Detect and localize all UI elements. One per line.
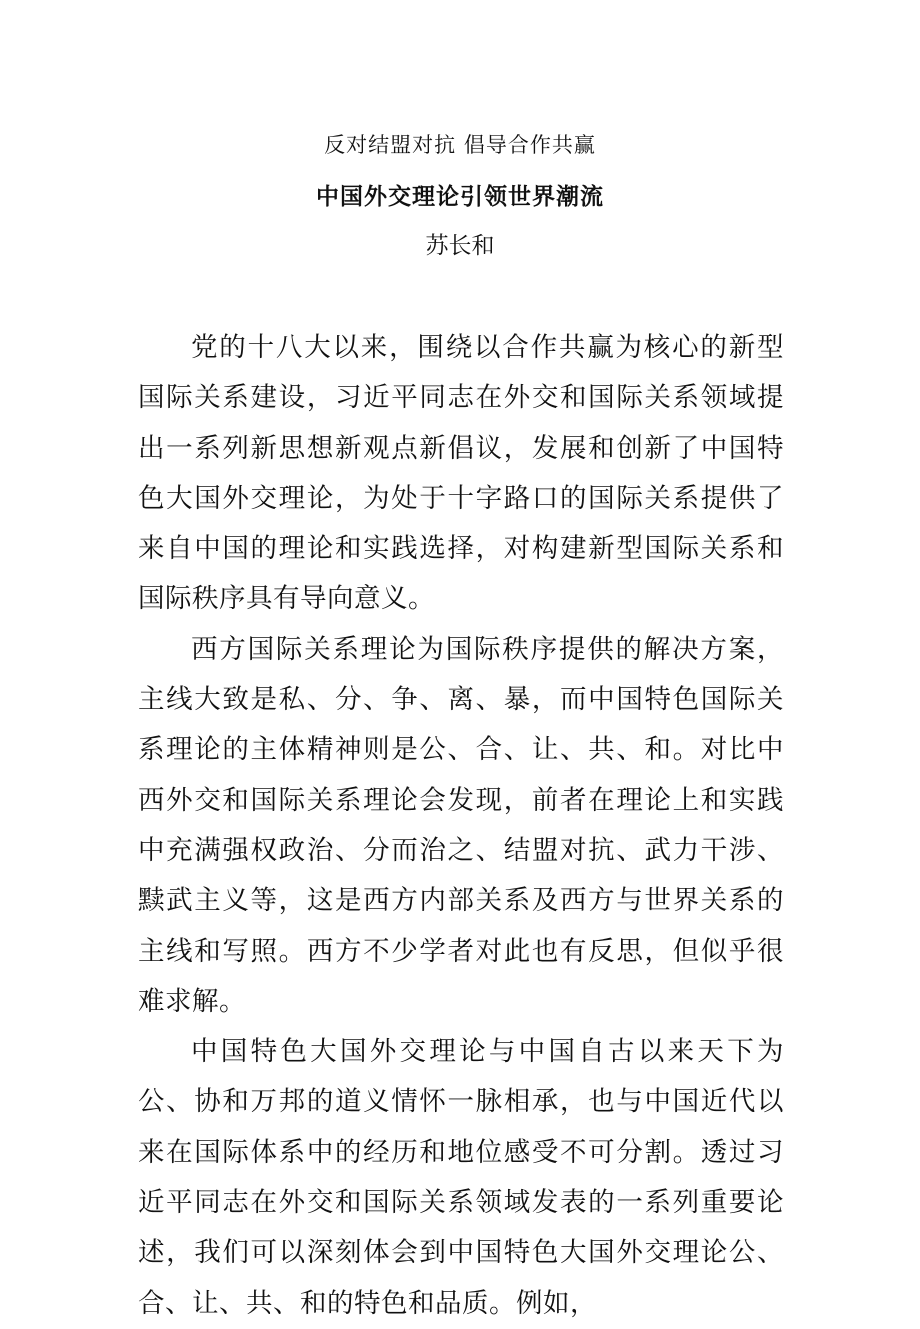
body-paragraph-2: 西方国际关系理论为国际秩序提供的解决方案，主线大致是私、分、争、离、暴，而中国特色国际关系理论的主体精神则是公、合、让、共、和。对比中西外交和国际关系理论会发现，前者在理论上和实践中充满强权政治、分而治之、结盟对抗、武力干涉、黩武主义等，这是西方内部关系及西方与世界关系的主线和写照。西方不少学者对此也有反思，但似乎很难求解。	[138, 633, 784, 1017]
article-supertitle: 反对结盟对抗 倡导合作共赢	[324, 133, 596, 157]
article-title: 中国外交理论引领世界潮流	[316, 184, 604, 210]
body-paragraph-1: 党的十八大以来，围绕以合作共赢为核心的新型国际关系建设，习近平同志在外交和国际关系领域提出一系列新思想新观点新倡议，发展和创新了中国特色大国外交理论，为处于十字路口的国际关系提供了来自中国的理论和实践选择，对构建新型国际关系和国际秩序具有导向意义。	[138, 332, 784, 615]
article-body	[138, 323, 784, 1329]
article-author: 苏长和	[425, 233, 495, 259]
body-paragraph-3: 中国特色大国外交理论与中国自古以来天下为公、协和万邦的道义情怀一脉相承，也与中国近代以来在国际体系中的经历和地位感受不可分割。透过习近平同志在外交和国际关系领域发表的一系列重要论述，我们可以深刻体会到中国特色大国外交理论公、合、让、共、和的特色和品质。例如，	[138, 1036, 784, 1319]
